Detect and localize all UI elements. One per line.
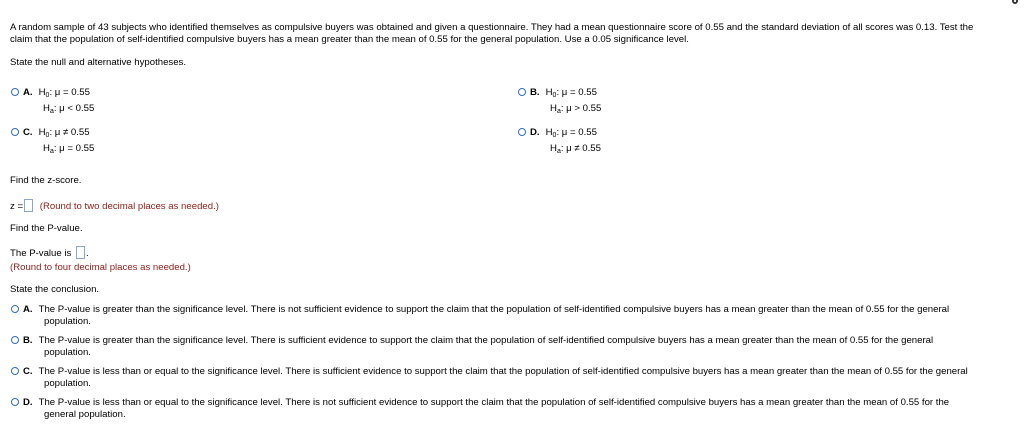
radio-button[interactable] bbox=[11, 88, 19, 96]
h-symbol: H bbox=[550, 103, 557, 114]
problem-statement-line-2: claim that the population of self-identified compulsive buyers has a mean greater than the mean of 0.55 for the general population. Use a 0.05 significance level. bbox=[10, 34, 689, 45]
null-subscript: 0 bbox=[552, 92, 557, 99]
null-hypothesis: : μ = 0.55 bbox=[556, 127, 597, 138]
null-subscript: 0 bbox=[552, 132, 557, 139]
hypothesis-option-c[interactable] bbox=[11, 127, 90, 139]
h-symbol: H bbox=[545, 87, 553, 98]
alt-subscript: a bbox=[556, 148, 561, 155]
radio-button[interactable] bbox=[518, 88, 526, 96]
option-letter: A. bbox=[23, 304, 33, 315]
option-letter: C. bbox=[23, 366, 33, 377]
conclusion-option-a[interactable] bbox=[11, 304, 949, 315]
hypothesis-option-b[interactable] bbox=[518, 87, 597, 99]
conclusion-prompt: State the conclusion. bbox=[10, 284, 100, 295]
option-letter: B. bbox=[530, 87, 540, 98]
hypotheses-prompt: State the null and alternative hypotheses. bbox=[10, 57, 187, 68]
h-symbol: H bbox=[43, 103, 50, 114]
zscore-prompt: Find the z-score. bbox=[10, 175, 82, 186]
hypothesis-option-d[interactable] bbox=[518, 127, 597, 139]
radio-button[interactable] bbox=[11, 336, 19, 344]
option-text: The P-value is greater than the significance level. There is sufficient evidence to support the claim that the population of self-identified compulsive buyers has a mean greater than the mean of 0.55 for the general bbox=[38, 335, 934, 346]
option-text-continued: population. bbox=[44, 316, 91, 327]
option-text-continued: general population. bbox=[44, 409, 126, 420]
radio-button[interactable] bbox=[518, 128, 526, 136]
option-letter: D. bbox=[530, 127, 540, 138]
null-hypothesis: : μ = 0.55 bbox=[556, 87, 597, 98]
pvalue-hint: (Round to four decimal places as needed.) bbox=[10, 262, 191, 273]
pvalue-prompt: Find the P-value. bbox=[10, 223, 83, 234]
option-letter: C. bbox=[23, 127, 33, 138]
null-subscript: 0 bbox=[45, 132, 50, 139]
zscore-row bbox=[10, 199, 219, 212]
option-text: The P-value is greater than the significance level. There is not sufficient evidence to support the claim that the population of self-identified compulsive buyers has a mean greater than the mean of 0.55 for the general bbox=[38, 304, 950, 315]
zscore-input[interactable] bbox=[24, 199, 33, 212]
pvalue-input[interactable] bbox=[76, 246, 85, 259]
zscore-label: z = bbox=[10, 201, 24, 212]
h-symbol: H bbox=[38, 87, 46, 98]
alternative-hypothesis: : μ > 0.55 bbox=[560, 103, 602, 114]
option-letter: B. bbox=[23, 335, 33, 346]
pvalue-label: The P-value is bbox=[10, 248, 72, 259]
alternative-hypothesis: : μ < 0.55 bbox=[53, 103, 95, 114]
radio-button[interactable] bbox=[11, 305, 19, 313]
conclusion-option-d[interactable] bbox=[11, 397, 949, 408]
alt-subscript: a bbox=[556, 108, 561, 115]
h-symbol: H bbox=[38, 127, 46, 138]
option-letter: D. bbox=[23, 397, 33, 408]
zscore-hint: (Round to two decimal places as needed.) bbox=[39, 201, 219, 212]
radio-button[interactable] bbox=[11, 398, 19, 406]
conclusion-option-c[interactable] bbox=[11, 366, 968, 377]
hypothesis-option-a[interactable] bbox=[11, 87, 90, 99]
radio-button[interactable] bbox=[11, 367, 19, 375]
option-text: The P-value is less than or equal to the significance level. There is not sufficient evidence to support the claim that the population of self-identified compulsive buyers has a mean greater than the mean of 0.55 for the bbox=[38, 397, 950, 408]
alternative-hypothesis: : μ ≠ 0.55 bbox=[560, 143, 601, 154]
h-symbol: H bbox=[545, 127, 553, 138]
pvalue-row bbox=[10, 246, 89, 259]
alternative-hypothesis: : μ = 0.55 bbox=[53, 143, 95, 154]
option-letter: A. bbox=[23, 87, 33, 98]
option-text-continued: population. bbox=[44, 378, 91, 389]
alt-subscript: a bbox=[49, 148, 54, 155]
null-hypothesis: : μ = 0.55 bbox=[49, 87, 90, 98]
settings-gear-icon[interactable] bbox=[1010, 0, 1020, 10]
problem-statement-line-1: A random sample of 43 subjects who identified themselves as compulsive buyers was obtained and given a questionnaire. They had a mean questionnaire score of 0.55 and the standard deviation of all scores was 0.13. Test the bbox=[10, 22, 974, 33]
conclusion-option-b[interactable] bbox=[11, 335, 933, 346]
pvalue-suffix: . bbox=[86, 248, 89, 259]
null-subscript: 0 bbox=[45, 92, 50, 99]
null-hypothesis: : μ ≠ 0.55 bbox=[49, 127, 90, 138]
option-text: The P-value is less than or equal to the significance level. There is sufficient evidence to support the claim that the population of self-identified compulsive buyers has a mean greater than the mean of 0.55 for the general bbox=[38, 366, 968, 377]
radio-button[interactable] bbox=[11, 128, 19, 136]
option-text-continued: population. bbox=[44, 347, 91, 358]
h-symbol: H bbox=[550, 143, 557, 154]
alt-subscript: a bbox=[49, 108, 54, 115]
h-symbol: H bbox=[43, 143, 50, 154]
